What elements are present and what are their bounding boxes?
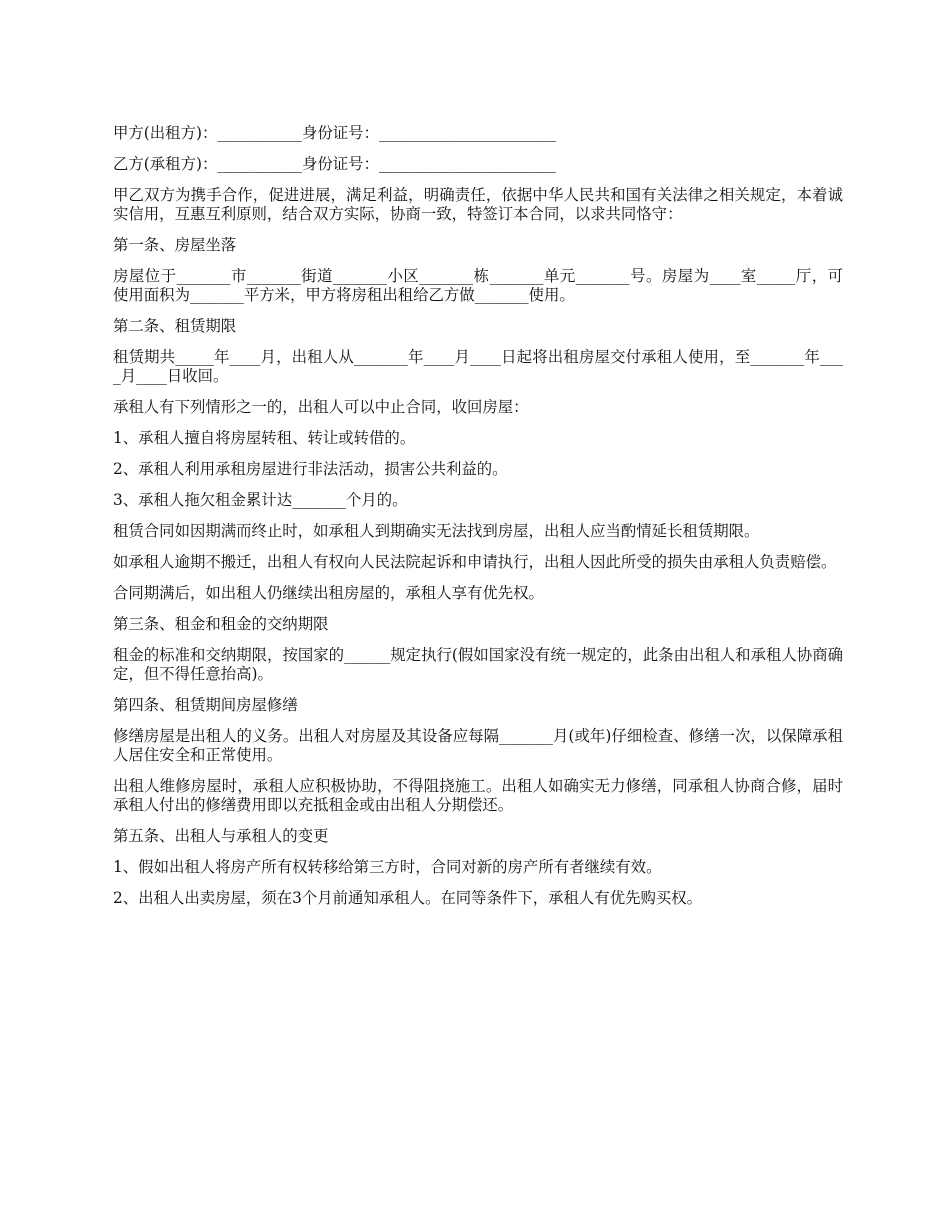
article-1-heading: 第一条、房屋坐落: [113, 236, 237, 254]
article-2-body: 租赁期共_____年____月，出租人从_______年____月____日起将出租房屋交付承租人使用，至_______年____月____日收回。: [113, 348, 843, 385]
overdue-eviction-paragraph: 如承租人逾期不搬迁，出租人有权向人民法院起诉和申请执行，出租人因此所受的损失由承租人负责赔偿。: [113, 553, 837, 571]
preamble-paragraph: 甲乙双方为携手合作，促进进展，满足利益，明确责任，依据中华人民共和国有关法律之相关规定，本着诚实信用，互惠互利原则，结合双方实际，协商一致，特签订本合同，以求共同恪守：: [113, 186, 843, 223]
article-5-item-2: 2、出租人出卖房屋，须在3个月前通知承租人。在同等条件下，承租人有优先购买权。: [113, 889, 703, 907]
article-2-heading: 第二条、租赁期限: [113, 317, 237, 335]
contract-page: [113, 124, 843, 920]
termination-intro: 承租人有下列情形之一的，出租人可以中止合同，收回房屋：: [113, 398, 529, 416]
repair-cooperation-paragraph: 出租人维修房屋时，承租人应积极协助，不得阻挠施工。出租人如确实无力修缮，同承租人协商合修，届时承租人付出的修缮费用即以充抵租金或由出租人分期偿还。: [113, 777, 843, 814]
article-5-item-1: 1、假如出租人将房产所有权转移给第三方时，合同对新的房产所有者继续有效。: [113, 858, 662, 876]
article-4-body: 修缮房屋是出租人的义务。出租人对房屋及其设备应每隔_______月(或年)仔细检查、修缮一次，以保障承租人居住安全和正常使用。: [113, 727, 843, 764]
article-3-body: 租金的标准和交纳期限，按国家的______规定执行(假如国家没有统一规定的，此条由出租人和承租人协商确定，但不得任意抬高)。: [113, 646, 843, 683]
termination-item-1: 1、承租人擅自将房屋转租、转让或转借的。: [113, 429, 416, 447]
lessor-line: 甲方(出租方)：___________身份证号：_______________________: [113, 124, 556, 142]
termination-item-3: 3、承租人拖欠租金累计达_______个月的。: [113, 491, 408, 509]
expiry-extension-paragraph: 租赁合同如因期满而终止时，如承租人到期确实无法找到房屋，出租人应当酌情延长租赁期限。: [113, 522, 760, 540]
article-1-body: 房屋位于_______市_______街道_______小区_______栋_______单元_______号。房屋为____室_____厅，可使用面积为_______平方米，甲方将房租出租给乙方做_______使用。: [113, 267, 843, 304]
article-4-heading: 第四条、租赁期间房屋修缮: [113, 696, 298, 714]
priority-right-paragraph: 合同期满后，如出租人仍继续出租房屋的，承租人享有优先权。: [113, 584, 544, 602]
termination-item-2: 2、承租人利用承租房屋进行非法活动，损害公共利益的。: [113, 460, 508, 478]
article-3-heading: 第三条、租金和租金的交纳期限: [113, 615, 329, 633]
article-5-heading: 第五条、出租人与承租人的变更: [113, 827, 329, 845]
lessee-line: 乙方(承租方)：___________身份证号：_______________________: [113, 155, 556, 173]
